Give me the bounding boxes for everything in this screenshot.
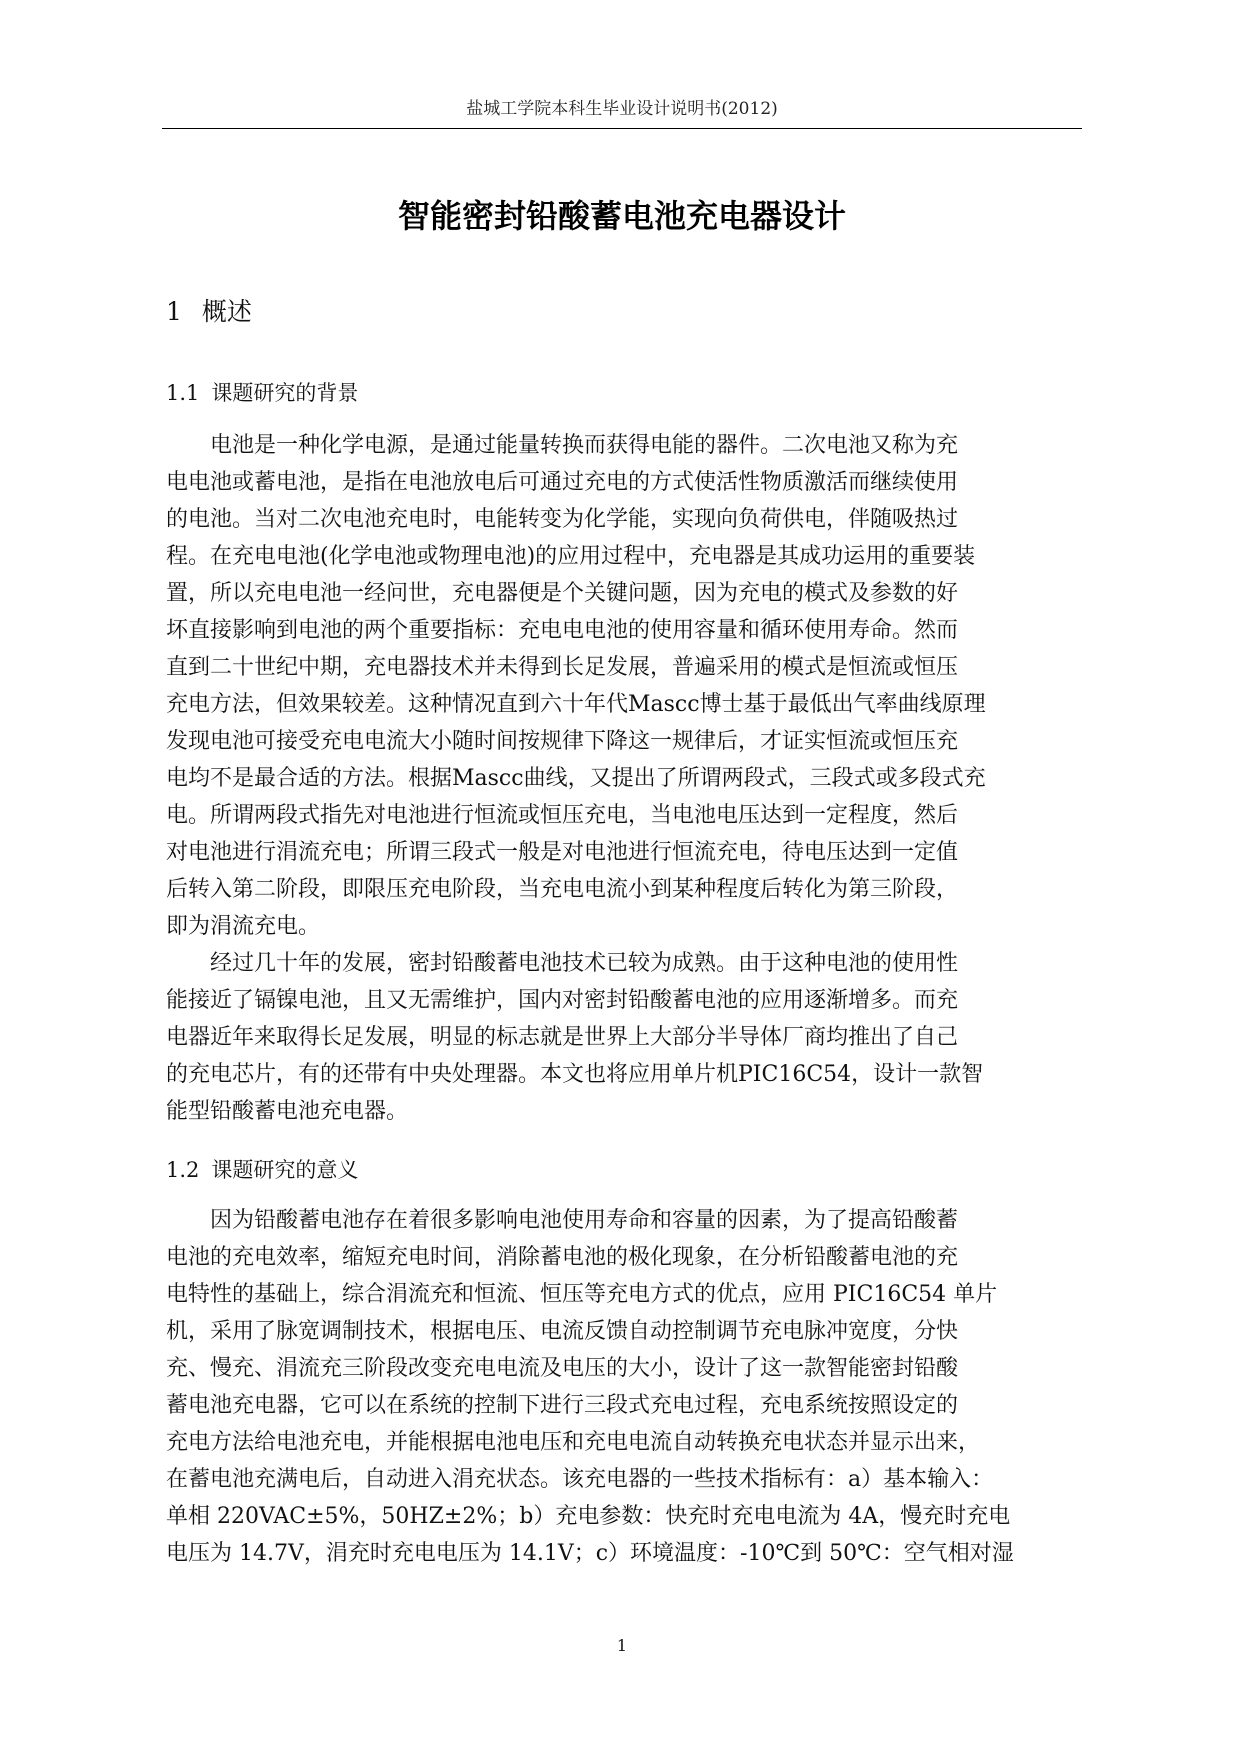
- text-line: 电压为 14.7V，涓充时充电电压为 14.1V；c）环境温度：-10℃到 50℃：空气相对湿: [166, 1541, 1014, 1566]
- text-line: 电池是一种化学电源，是通过能量转换而获得电能的器件。二次电池又称为充: [166, 433, 959, 458]
- text-line: 电。所谓两段式指先对电池进行恒流或恒压充电，当电池电压达到一定程度，然后: [166, 803, 959, 828]
- section-1-heading: [166, 296, 252, 328]
- section-1-1-heading: [166, 379, 358, 407]
- text-line: 后转入第二阶段，即限压充电阶段，当充电电流小到某种程度后转化为第三阶段，: [166, 877, 959, 902]
- text-line: 电电池或蓄电池，是指在电池放电后可通过充电的方式使活性物质激活而继续使用: [166, 470, 959, 495]
- text-line: 电特性的基础上，综合涓流充和恒流、恒压等充电方式的优点，应用 PIC16C54 单片: [166, 1282, 998, 1307]
- section-title: 课题研究的意义: [211, 1158, 359, 1182]
- text-line: 发现电池可接受充电电流大小随时间按规律下降这一规律后，才证实恒流或恒压充: [166, 729, 959, 754]
- running-header: 盐城工学院本科生毕业设计说明书(2012): [466, 99, 778, 119]
- text-line: 能接近了镉镍电池，且又无需维护，国内对密封铅酸蓄电池的应用逐渐增多。而充: [166, 988, 959, 1013]
- paragraph-background-1: [166, 427, 1082, 945]
- section-title: 课题研究的背景: [211, 381, 359, 405]
- text-line: 坏直接影响到电池的两个重要指标：充电电电池的使用容量和循环使用寿命。然而: [166, 618, 959, 643]
- text-line: 因为铅酸蓄电池存在着很多影响电池使用寿命和容量的因素，为了提高铅酸蓄: [166, 1208, 959, 1233]
- text-line: 充、慢充、涓流充三阶段改变充电电流及电压的大小，设计了这一款智能密封铅酸: [166, 1356, 959, 1381]
- section-number: 1.1: [166, 381, 200, 405]
- header-rule: [162, 128, 1082, 129]
- text-line: 经过几十年的发展，密封铅酸蓄电池技术已较为成熟。由于这种电池的使用性: [166, 951, 959, 976]
- text-line: 电均不是最合适的方法。根据Mascc曲线，又提出了所谓两段式，三段式或多段式充: [166, 766, 986, 791]
- page-number: 1: [616, 1636, 628, 1655]
- text-line: 单相 220VAC±5%，50HZ±2%；b）充电参数：快充时充电电流为 4A，慢充时充电: [166, 1504, 1011, 1529]
- text-line: 充电方法给电池充电，并能根据电池电压和充电电流自动转换充电状态并显示出来，: [166, 1430, 981, 1455]
- text-line: 电池的充电效率，缩短充电时间，消除蓄电池的极化现象，在分析铅酸蓄电池的充: [166, 1245, 959, 1270]
- text-line: 在蓄电池充满电后，自动进入涓充状态。该充电器的一些技术指标有：a）基本输入：: [166, 1467, 994, 1492]
- text-line: 即为涓流充电。: [166, 914, 321, 939]
- document-title: 智能密封铅酸蓄电池充电器设计: [397, 197, 846, 235]
- text-line: 蓄电池充电器，它可以在系统的控制下进行三段式充电过程，充电系统按照设定的: [166, 1393, 959, 1418]
- text-line: 充电方法，但效果较差。这种情况直到六十年代Mascc博士基于最低出气率曲线原理: [166, 692, 986, 717]
- section-number: 1: [166, 297, 182, 326]
- section-1-2-heading: [166, 1156, 358, 1184]
- text-line: 的充电芯片，有的还带有中央处理器。本文也将应用单片机PIC16C54，设计一款智: [166, 1062, 984, 1087]
- text-line: 直到二十世纪中期，充电器技术并未得到长足发展，普遍采用的模式是恒流或恒压: [166, 655, 959, 680]
- section-title: 概述: [201, 297, 252, 326]
- text-line: 程。在充电电池(化学电池或物理电池)的应用过程中，充电器是其成功运用的重要装: [166, 544, 976, 569]
- section-number: 1.2: [166, 1158, 200, 1182]
- text-line: 置，所以充电电池一经问世，充电器便是个关键问题，因为充电的模式及参数的好: [166, 581, 959, 606]
- paragraph-background-2: [166, 945, 1082, 1130]
- paragraph-significance-1: [166, 1202, 1082, 1572]
- text-line: 的电池。当对二次电池充电时，电能转变为化学能，实现向负荷供电，伴随吸热过: [166, 507, 959, 532]
- text-line: 对电池进行涓流充电；所谓三段式一般是对电池进行恒流充电，待电压达到一定值: [166, 840, 959, 865]
- text-line: 电器近年来取得长足发展，明显的标志就是世界上大部分半导体厂商均推出了自己: [166, 1025, 959, 1050]
- text-line: 能型铅酸蓄电池充电器。: [166, 1099, 409, 1124]
- text-line: 机，采用了脉宽调制技术，根据电压、电流反馈自动控制调节充电脉冲宽度，分快: [166, 1319, 959, 1344]
